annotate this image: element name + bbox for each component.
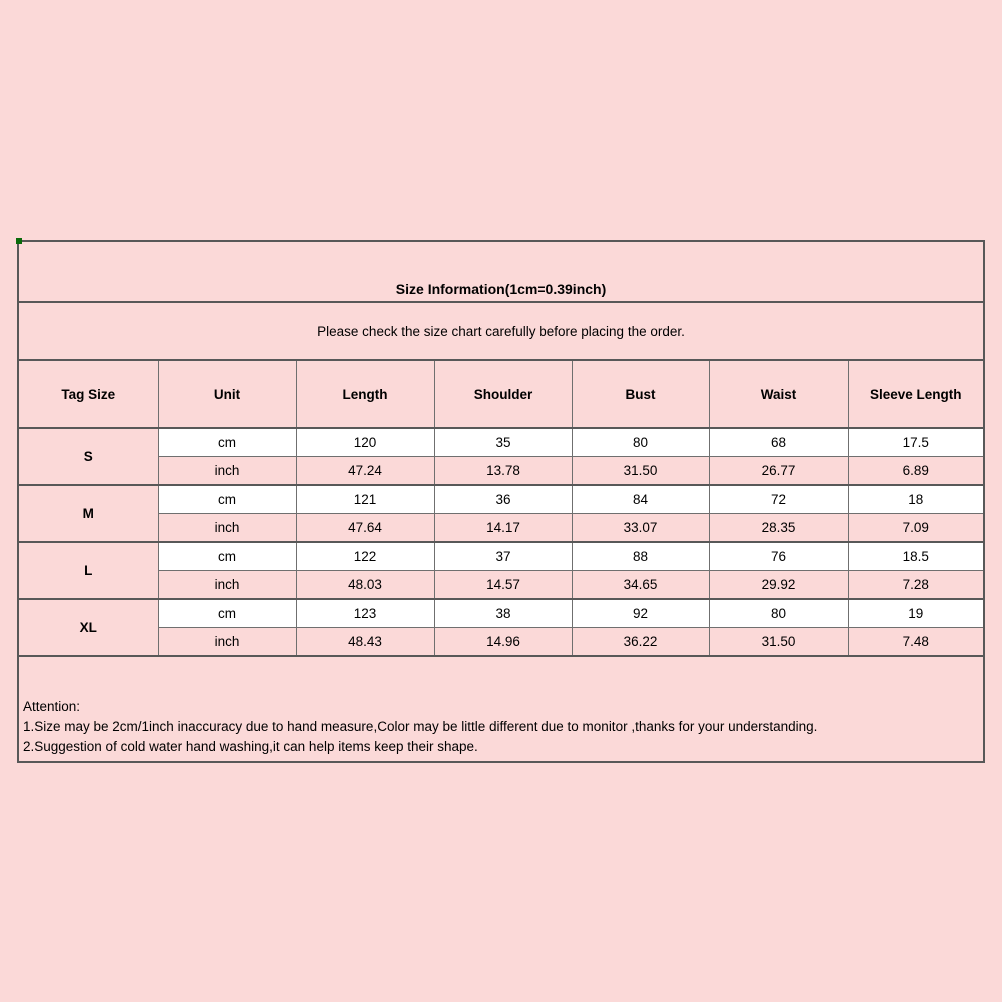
value-cell: 120 [296,428,434,457]
unit-cell: cm [158,485,296,514]
value-cell: 92 [572,599,709,628]
value-cell: 48.43 [296,628,434,657]
attention-row [18,656,984,762]
column-header-tag-size: Tag Size [18,360,158,428]
value-cell: 7.28 [848,571,984,600]
value-cell: 122 [296,542,434,571]
attention-note [18,656,984,762]
table-row-s-inch [18,457,984,486]
column-header-sleeve-length: Sleeve Length [848,360,984,428]
value-cell: 14.17 [434,514,572,543]
value-cell: 34.65 [572,571,709,600]
value-cell: 31.50 [572,457,709,486]
value-cell: 14.96 [434,628,572,657]
value-cell: 68 [709,428,848,457]
value-cell: 31.50 [709,628,848,657]
unit-cell: inch [158,571,296,600]
value-cell: 17.5 [848,428,984,457]
value-cell: 7.48 [848,628,984,657]
column-header-length: Length [296,360,434,428]
subtitle-row [18,302,984,360]
value-cell: 123 [296,599,434,628]
value-cell: 19 [848,599,984,628]
unit-cell: cm [158,599,296,628]
column-header-shoulder: Shoulder [434,360,572,428]
header-row [18,360,984,428]
unit-cell: inch [158,457,296,486]
size-chart-panel [17,240,983,763]
value-cell: 14.57 [434,571,572,600]
size-table [17,240,985,763]
value-cell: 84 [572,485,709,514]
tag-size-cell-s: S [18,428,158,485]
table-row-xl-cm [18,599,984,628]
table-row-s-cm [18,428,984,457]
value-cell: 29.92 [709,571,848,600]
value-cell: 28.35 [709,514,848,543]
tag-size-cell-m: M [18,485,158,542]
value-cell: 18 [848,485,984,514]
value-cell: 37 [434,542,572,571]
value-cell: 47.64 [296,514,434,543]
column-header-bust: Bust [572,360,709,428]
value-cell: 88 [572,542,709,571]
column-header-unit: Unit [158,360,296,428]
table-row-m-inch [18,514,984,543]
attention-line-2: 2.Suggestion of cold water hand washing,it can help items keep their shape. [23,739,478,754]
value-cell: 80 [572,428,709,457]
table-row-l-cm [18,542,984,571]
attention-heading: Attention: [23,699,81,714]
unit-cell: inch [158,514,296,543]
value-cell: 7.09 [848,514,984,543]
unit-cell: cm [158,542,296,571]
unit-cell: cm [158,428,296,457]
table-title: Size Information(1cm=0.39inch) [18,241,984,302]
table-row-xl-inch [18,628,984,657]
value-cell: 13.78 [434,457,572,486]
value-cell: 26.77 [709,457,848,486]
table-row-l-inch [18,571,984,600]
value-cell: 38 [434,599,572,628]
value-cell: 18.5 [848,542,984,571]
column-header-waist: Waist [709,360,848,428]
value-cell: 6.89 [848,457,984,486]
value-cell: 47.24 [296,457,434,486]
value-cell: 48.03 [296,571,434,600]
value-cell: 80 [709,599,848,628]
tag-size-cell-l: L [18,542,158,599]
value-cell: 76 [709,542,848,571]
table-subtitle: Please check the size chart carefully before placing the order. [18,302,984,360]
attention-line-1: 1.Size may be 2cm/1inch inaccuracy due to hand measure,Color may be little different due to monitor ,thanks for your understanding. [23,719,818,734]
value-cell: 72 [709,485,848,514]
value-cell: 121 [296,485,434,514]
table-row-m-cm [18,485,984,514]
value-cell: 33.07 [572,514,709,543]
corner-marker [16,238,22,244]
value-cell: 35 [434,428,572,457]
value-cell: 36.22 [572,628,709,657]
unit-cell: inch [158,628,296,657]
value-cell: 36 [434,485,572,514]
tag-size-cell-xl: XL [18,599,158,656]
title-row [18,241,984,302]
